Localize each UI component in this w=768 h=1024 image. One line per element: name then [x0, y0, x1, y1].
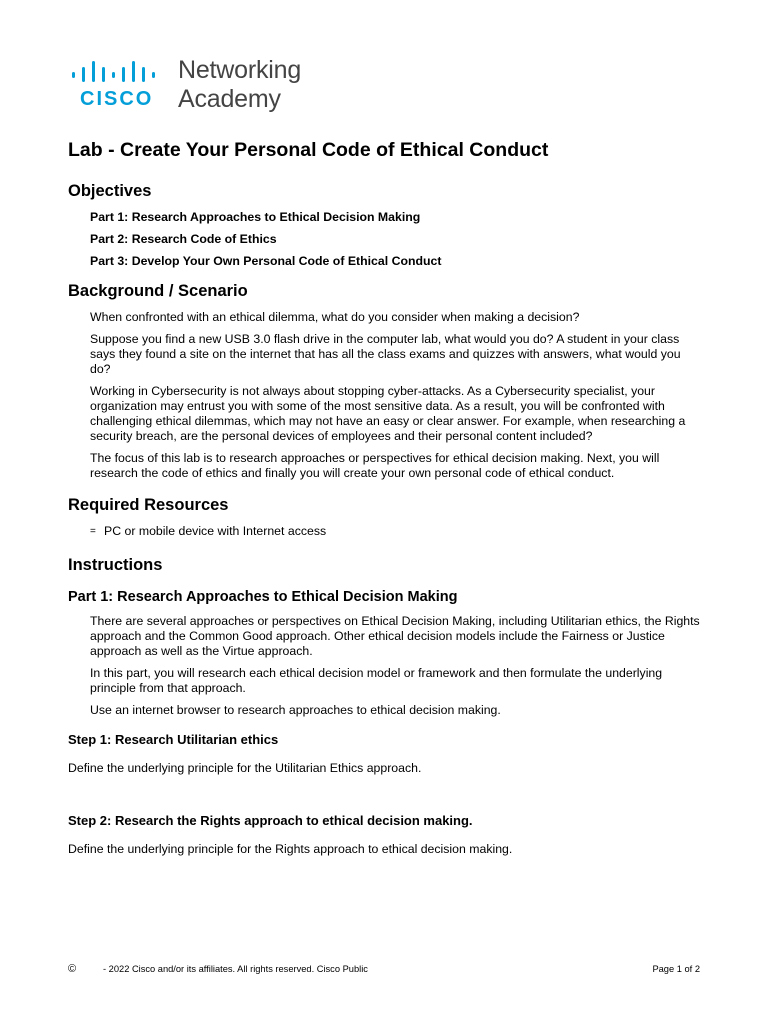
cisco-bridge-icon: [72, 60, 168, 82]
background-paragraph: When confronted with an ethical dilemma, what do you consider when making a decision?: [90, 310, 580, 324]
cisco-networking-academy-logo: [72, 58, 332, 118]
page-title: Lab - Create Your Personal Code of Ethical Conduct: [68, 139, 549, 161]
part1-paragraph: In this part, you will research each ethical decision model or framework and then formulate the underlying principle from that approach.: [90, 666, 663, 695]
resources-heading: Required Resources: [68, 496, 229, 514]
logo-networking-text: Networking: [178, 56, 302, 84]
background-paragraph: Suppose you find a new USB 3.0 flash drive in the computer lab, what would you do? A student in your class says they found a site on the internet that has all the class exams and quizzes with answers, what would you do?: [90, 332, 681, 376]
objectives-list: [90, 210, 704, 269]
page-number: Page 1 of 2: [652, 964, 700, 974]
copyright-text: - 2022 Cisco and/or its affiliates. All rights reserved. Cisco Public: [103, 964, 368, 974]
resource-item: PC or mobile device with Internet access: [104, 524, 327, 538]
part1-paragraph: There are several approaches or perspectives on Ethical Decision Making, including Utilitarian ethics, the Rights approach and the Common Good approach. Other ethical decision models include the Fairness or Justice approach as well as the Virtue approach.: [90, 614, 700, 658]
objectives-heading: Objectives: [68, 182, 152, 200]
page-footer: [68, 964, 700, 978]
objective-item: Part 3: Develop Your Own Personal Code of Ethical Conduct: [90, 254, 442, 268]
step2-text: Define the underlying principle for the Rights approach to ethical decision making.: [68, 842, 513, 856]
cisco-wordmark: CISCO: [80, 88, 154, 110]
objective-item: Part 2: Research Code of Ethics: [90, 232, 277, 246]
part1-section: [90, 614, 704, 718]
part1-paragraph: Use an internet browser to research approaches to ethical decision making.: [90, 703, 501, 717]
objective-item: Part 1: Research Approaches to Ethical Decision Making: [90, 210, 421, 224]
background-paragraph: Working in Cybersecurity is not always about stopping cyber-attacks. As a Cybersecurity specialist, your organization may entrust you with some of the most sensitive data. As a result, you will be confronted with challenging ethical dilemmas, which may not have an easy or clear answer. For example, when researching a security breach, are the personal devices of employees and their personal content included?: [90, 384, 686, 443]
background-heading: Background / Scenario: [68, 282, 248, 300]
document-body: [68, 136, 704, 864]
bullet-icon: =: [90, 526, 96, 537]
list-item: [90, 524, 704, 539]
part1-heading: Part 1: Research Approaches to Ethical Decision Making: [68, 589, 458, 605]
copyright-symbol: ©: [68, 963, 77, 975]
instructions-heading: Instructions: [68, 556, 163, 574]
background-section: [90, 310, 704, 481]
background-paragraph: The focus of this lab is to research approaches or perspectives for ethical decision making. Next, you will research the code of ethics and finally you will create your own personal code of ethical conduct.: [90, 451, 660, 480]
step1-heading: Step 1: Research Utilitarian ethics: [68, 732, 279, 747]
step1-text: Define the underlying principle for the Utilitarian Ethics approach.: [68, 761, 422, 775]
logo-academy-text: Academy: [178, 85, 281, 113]
step2-heading: Step 2: Research the Rights approach to ethical decision making.: [68, 813, 473, 828]
